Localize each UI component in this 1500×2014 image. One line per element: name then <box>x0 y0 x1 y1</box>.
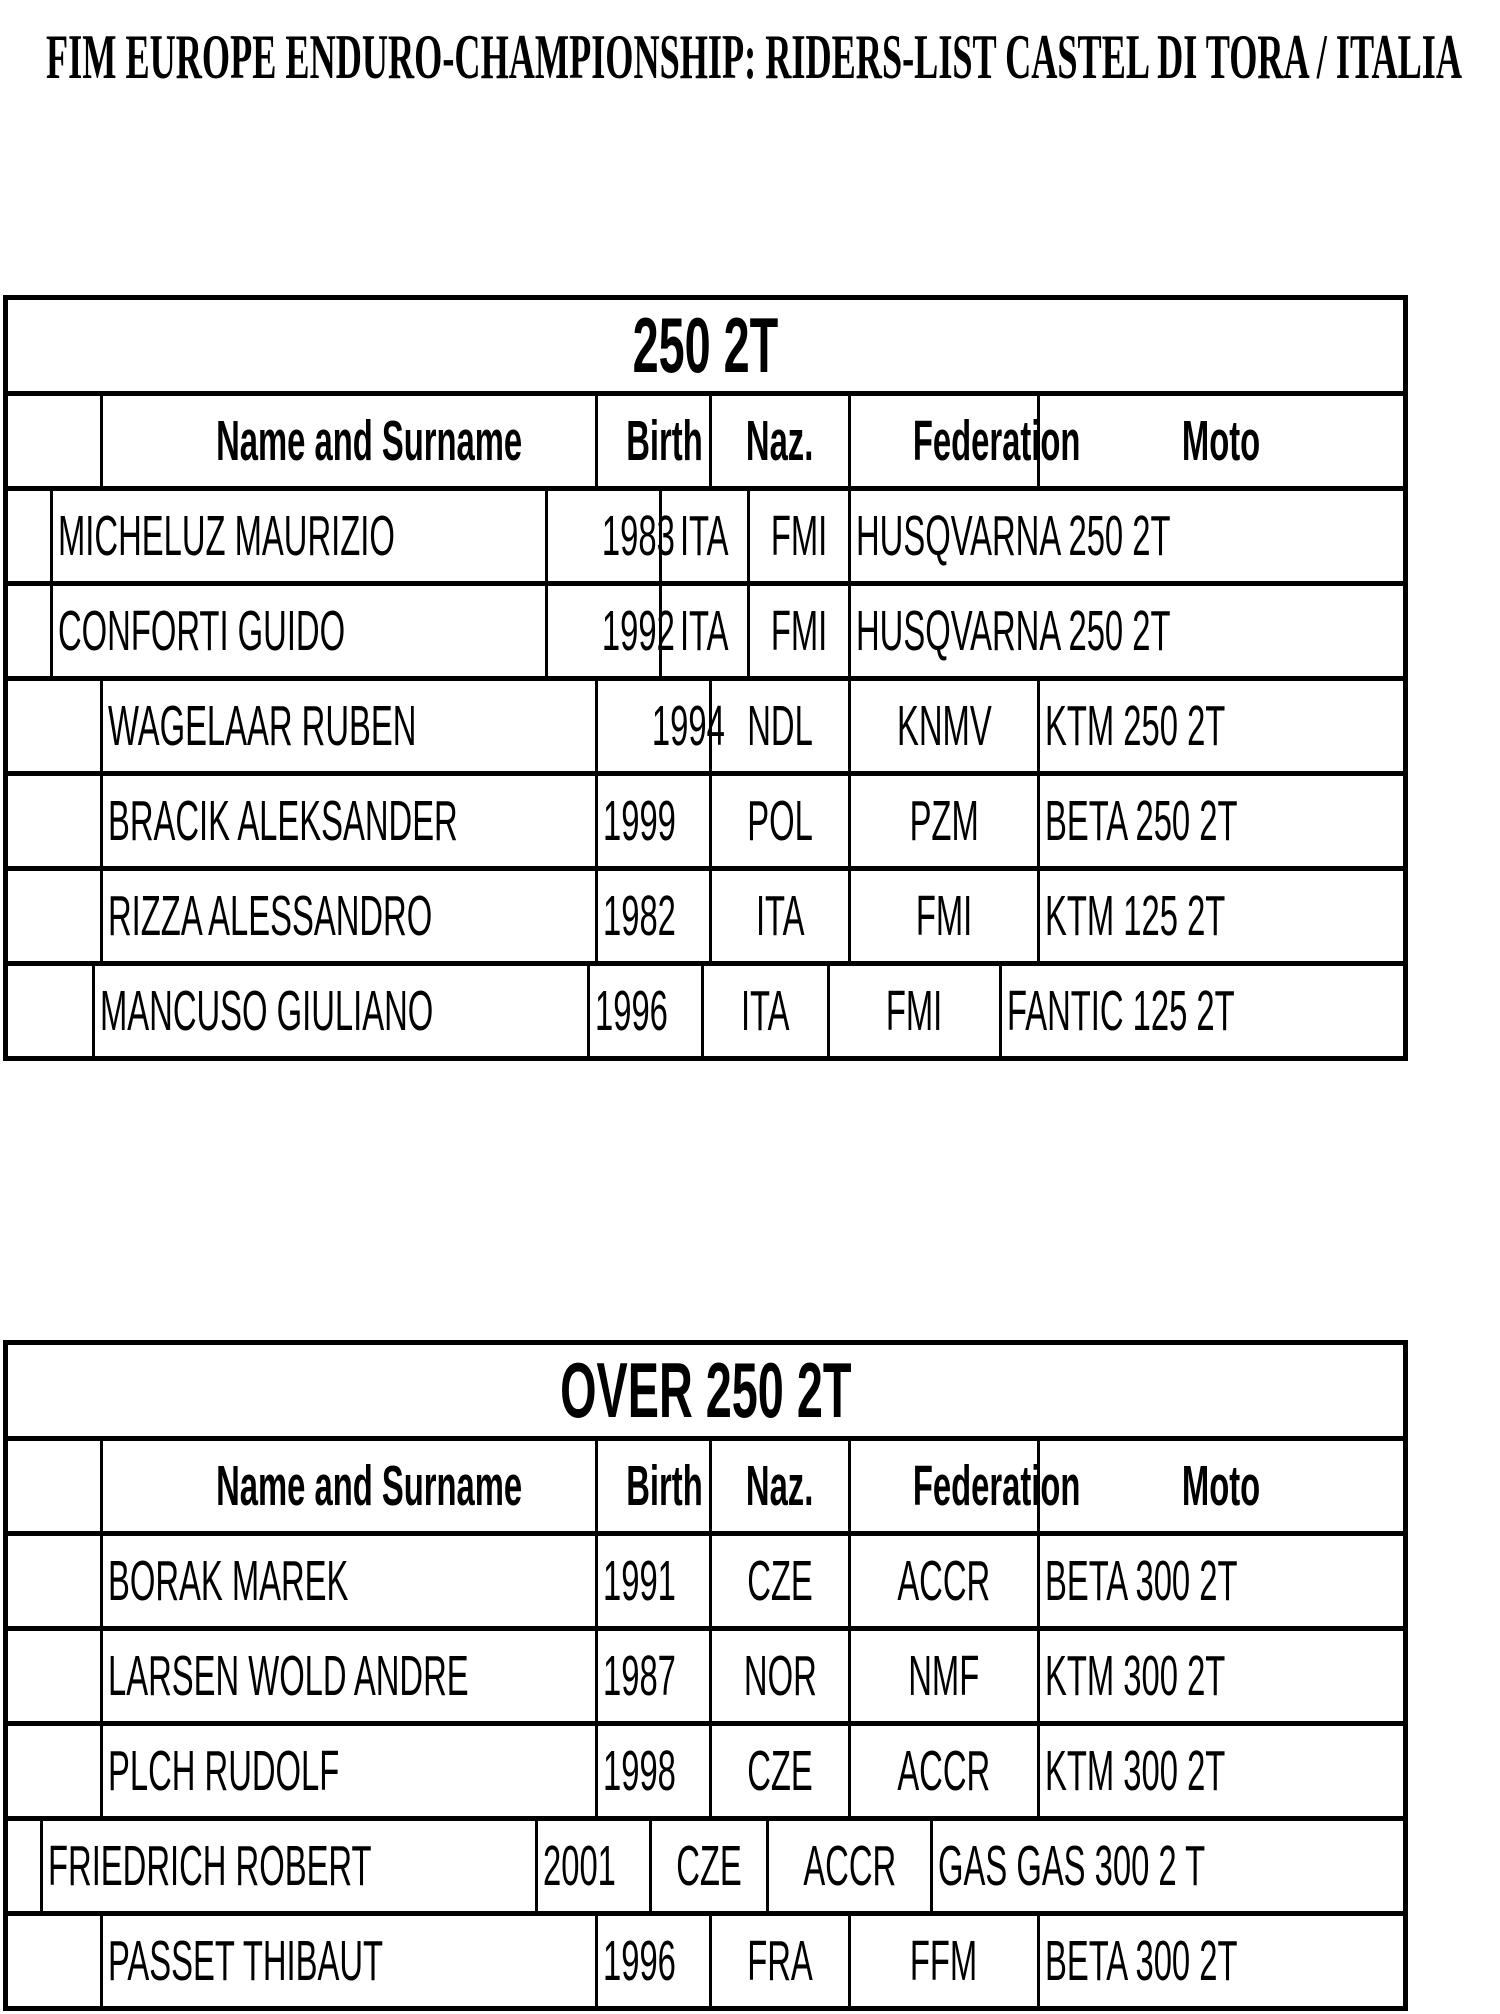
header-name <box>100 396 595 486</box>
riders-table-over-250-2t <box>3 1340 1408 2011</box>
rider-moto-text: FANTIC 125 2T <box>1007 979 1235 1043</box>
blank-header-cell <box>8 1441 100 1531</box>
header-federation <box>848 396 1081 486</box>
rider-federation-text: FMI <box>770 599 828 663</box>
rider-federation <box>747 491 848 581</box>
header-moto-text: Moto <box>1182 1454 1261 1518</box>
rider-moto-text: KTM 300 2T <box>1045 1739 1226 1803</box>
rider-moto-text: KTM 250 2T <box>1045 694 1226 758</box>
rider-birth-text: 1991 <box>603 1549 676 1613</box>
document-title <box>46 22 1462 92</box>
rider-federation-text: PZM <box>909 789 979 853</box>
row-number-cell <box>8 1916 100 2006</box>
rider-birth-text: 1987 <box>603 1644 676 1708</box>
rider-moto-text: GAS GAS 300 2 T <box>938 1834 1206 1898</box>
rider-federation-text: ACCR <box>897 1739 991 1803</box>
category-title <box>8 1345 1403 1436</box>
rider-naz-text: ITA <box>680 599 729 663</box>
rider-naz-text: CZE <box>676 1834 742 1898</box>
header-birth <box>595 1441 709 1531</box>
header-row <box>8 396 1403 491</box>
category-title-row <box>8 300 1403 396</box>
rider-naz-text: NDL <box>747 694 813 758</box>
rider-moto <box>848 586 1403 676</box>
rider-moto-text: HUSQVARNA 250 2T <box>856 599 1171 663</box>
rider-naz-text: CZE <box>747 1739 813 1803</box>
rider-birth <box>545 586 676 676</box>
rider-birth <box>545 491 676 581</box>
table-row <box>8 1916 1403 2006</box>
table-row <box>8 491 1403 586</box>
rider-naz-text: POL <box>747 789 813 853</box>
rider-federation-text: NMF <box>908 1644 980 1708</box>
rider-birth-text: 2001 <box>542 1834 616 1898</box>
rider-birth-text: 1996 <box>603 1929 676 1993</box>
row-number-cell <box>8 1821 40 1911</box>
rider-federation-text: FMI <box>915 884 973 948</box>
document-title-text: FIM EUROPE ENDURO-CHAMPIONSHIP: RIDERS-LIST CASTEL DI TORA / ITALIA <box>46 21 1462 92</box>
rider-name-text: CONFORTI GUIDO <box>58 599 346 663</box>
rider-name-text: FRIEDRICH ROBERT <box>47 1834 372 1898</box>
rider-federation <box>848 1631 1037 1721</box>
row-number-cell <box>8 1726 100 1816</box>
rider-moto-text: HUSQVARNA 250 2T <box>856 504 1171 568</box>
rider-name <box>100 681 595 771</box>
category-title <box>8 300 1403 391</box>
rider-birth-text: 1996 <box>594 979 668 1043</box>
table-row <box>8 1536 1403 1631</box>
rider-name-text: MICHELUZ MAURIZIO <box>58 504 396 568</box>
rider-birth <box>595 1916 709 2006</box>
rider-moto <box>1037 1726 1403 1816</box>
table-row <box>8 1631 1403 1726</box>
rider-moto <box>1037 1916 1403 2006</box>
table-row <box>8 966 1403 1056</box>
row-number-cell <box>8 681 100 771</box>
rider-naz <box>709 776 848 866</box>
rider-naz-text: ITA <box>755 884 805 948</box>
rider-moto-text: KTM 125 2T <box>1045 884 1226 948</box>
header-naz <box>709 396 848 486</box>
rider-moto-text: KTM 300 2T <box>1045 1644 1226 1708</box>
rider-naz <box>709 1726 848 1816</box>
table-row <box>8 1726 1403 1821</box>
rider-birth <box>595 871 709 961</box>
header-federation <box>848 1441 1081 1531</box>
row-number-cell <box>8 966 92 1056</box>
rider-naz <box>709 1536 848 1626</box>
rider-moto-text: BETA 300 2T <box>1045 1929 1238 1993</box>
rider-federation <box>848 871 1037 961</box>
table-row <box>8 681 1403 776</box>
header-name-text: Name and Surname <box>216 409 523 473</box>
rider-name <box>100 1916 595 2006</box>
category-title-row <box>8 1345 1403 1441</box>
row-number-cell <box>8 1536 100 1626</box>
rider-birth <box>595 1536 709 1626</box>
rider-name <box>50 491 545 581</box>
header-federation-text: Federation <box>912 1454 1081 1518</box>
table-row <box>8 1821 1403 1916</box>
header-naz-text: Naz. <box>746 409 814 473</box>
rider-moto <box>1037 681 1403 771</box>
table-row <box>8 776 1403 871</box>
header-birth-text: Birth <box>626 1454 703 1518</box>
rider-name-text: PLCH RUDOLF <box>108 1739 340 1803</box>
rider-name <box>92 966 587 1056</box>
rider-birth-text: 1994 <box>651 694 725 758</box>
rider-federation-text: FMI <box>886 979 943 1043</box>
rider-moto <box>848 491 1403 581</box>
rider-birth <box>535 1821 649 1911</box>
rider-name-text: LARSEN WOLD ANDRE <box>108 1644 469 1708</box>
rider-birth <box>595 1726 709 1816</box>
rider-naz <box>709 1631 848 1721</box>
rider-name-text: MANCUSO GIULIANO <box>99 979 433 1043</box>
rider-moto <box>930 1821 1403 1911</box>
rider-naz <box>649 1821 766 1911</box>
rider-naz-text: ITA <box>680 504 729 568</box>
header-moto <box>1037 1441 1403 1531</box>
rider-name <box>100 1726 595 1816</box>
rider-name <box>50 586 545 676</box>
rider-moto <box>1037 871 1403 961</box>
header-name-text: Name and Surname <box>216 1454 523 1518</box>
rider-naz-text: CZE <box>747 1549 813 1613</box>
rider-naz <box>709 1916 848 2006</box>
rider-naz <box>701 966 828 1056</box>
row-number-cell <box>8 586 50 676</box>
rider-name <box>100 776 595 866</box>
category-title-text: OVER 250 2T <box>559 1346 852 1434</box>
row-number-cell <box>8 491 50 581</box>
rider-naz <box>709 681 848 771</box>
rider-federation <box>848 1726 1037 1816</box>
rider-federation <box>766 1821 931 1911</box>
rider-name-text: WAGELAAR RUBEN <box>108 694 417 758</box>
rider-federation <box>827 966 999 1056</box>
rider-name <box>40 1821 535 1911</box>
rider-birth-text: 1983 <box>602 504 676 568</box>
rider-federation <box>848 1536 1037 1626</box>
rider-federation-text: KNMV <box>896 694 992 758</box>
table-row <box>8 586 1403 681</box>
riders-table-250-2t <box>3 295 1408 1061</box>
rider-naz <box>709 871 848 961</box>
rider-naz <box>659 586 746 676</box>
rider-birth-text: 1998 <box>603 1739 676 1803</box>
header-naz <box>709 1441 848 1531</box>
rider-name-text: PASSET THIBAUT <box>108 1929 384 1993</box>
rider-federation-text: FMI <box>770 504 828 568</box>
rider-name-text: BORAK MAREK <box>108 1549 349 1613</box>
rider-moto-text: BETA 250 2T <box>1045 789 1238 853</box>
table-row <box>8 871 1403 966</box>
rider-birth-text: 1999 <box>603 789 676 853</box>
header-moto <box>1037 396 1403 486</box>
rider-federation-text: ACCR <box>803 1834 896 1898</box>
rider-name <box>100 1631 595 1721</box>
rider-moto <box>1037 776 1403 866</box>
rider-moto <box>999 966 1403 1056</box>
header-birth <box>595 396 709 486</box>
header-row <box>8 1441 1403 1536</box>
rider-birth <box>595 681 725 771</box>
rider-birth-text: 1982 <box>603 884 676 948</box>
rider-moto-text: BETA 300 2T <box>1045 1549 1238 1613</box>
row-number-cell <box>8 871 100 961</box>
rider-federation <box>747 586 848 676</box>
rider-federation-text: ACCR <box>897 1549 991 1613</box>
rider-federation <box>848 681 1037 771</box>
header-birth-text: Birth <box>626 409 703 473</box>
header-moto-text: Moto <box>1182 409 1261 473</box>
rider-moto <box>1037 1631 1403 1721</box>
rider-name <box>100 871 595 961</box>
rider-federation <box>848 776 1037 866</box>
header-naz-text: Naz. <box>746 1454 814 1518</box>
rider-birth <box>595 776 709 866</box>
header-name <box>100 1441 595 1531</box>
header-federation-text: Federation <box>912 409 1081 473</box>
row-number-cell <box>8 1631 100 1721</box>
rider-naz-text: FRA <box>747 1929 813 1993</box>
rider-moto <box>1037 1536 1403 1626</box>
rider-federation-text: FFM <box>910 1929 978 1993</box>
rider-birth <box>587 966 701 1056</box>
rider-federation <box>848 1916 1037 2006</box>
rider-name-text: RIZZA ALESSANDRO <box>108 884 433 948</box>
rider-naz-text: ITA <box>741 979 790 1043</box>
row-number-cell <box>8 776 100 866</box>
rider-naz <box>659 491 746 581</box>
rider-birth <box>595 1631 709 1721</box>
blank-header-cell <box>8 396 100 486</box>
rider-naz-text: NOR <box>743 1644 817 1708</box>
rider-name-text: BRACIK ALEKSANDER <box>108 789 458 853</box>
rider-name <box>100 1536 595 1626</box>
rider-birth-text: 1992 <box>602 599 676 663</box>
category-title-text: 250 2T <box>632 301 779 389</box>
